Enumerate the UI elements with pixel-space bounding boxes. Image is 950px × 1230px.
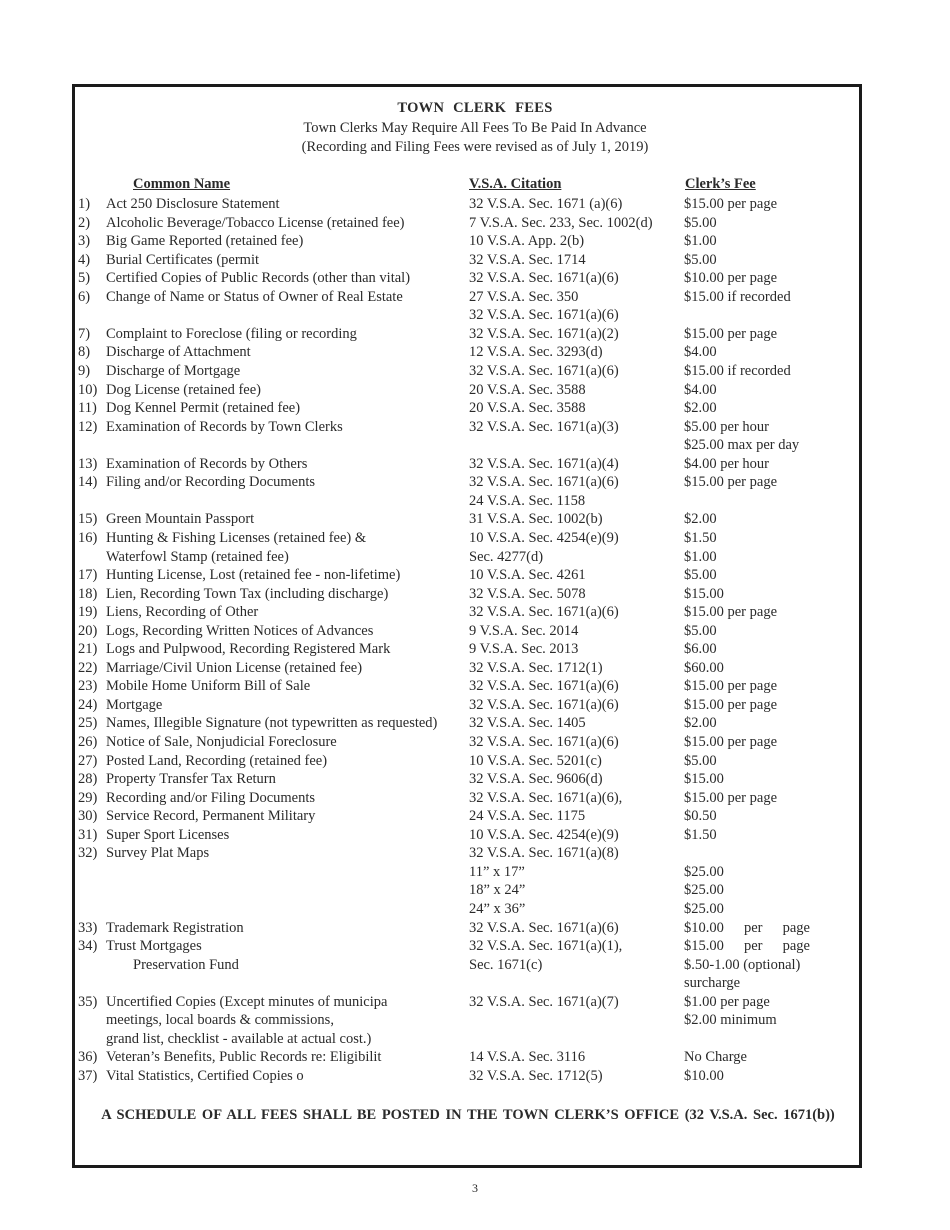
fee-citation: 12 V.S.A. Sec. 3293(d) — [469, 344, 603, 361]
fee-citation: 20 V.S.A. Sec. 3588 — [469, 381, 586, 398]
fee-citation: 32 V.S.A. Sec. 1671(a)(1), — [469, 938, 623, 954]
fee-citation: 10 V.S.A. App. 2(b) — [469, 233, 585, 250]
fee-amount: $5.00 per hour — [684, 418, 769, 435]
fee-amount: $15.00 — [684, 771, 724, 788]
fee-citation: 32 V.S.A. Sec. 1405 — [469, 715, 586, 732]
row-number: 12) — [78, 418, 98, 435]
fee-name: Vital Statistics, Certified Copies o — [106, 1067, 304, 1084]
fee-amount: $2.00 — [684, 715, 717, 732]
fee-amount: $15.00 per page — [684, 938, 810, 954]
fee-name: Waterfowl Stamp (retained fee) — [106, 548, 289, 565]
fee-name: Hunting License, Lost (retained fee - non-lifetime) — [106, 567, 401, 583]
fee-amount: $5.00 — [684, 622, 717, 639]
row-number: 29) — [78, 789, 98, 806]
fee-name: Dog Kennel Permit (retained fee) — [106, 400, 301, 417]
fee-name: Mobile Home Uniform Bill of Sale — [106, 678, 311, 695]
fee-citation: 32 V.S.A. Sec. 1671(a)(2) — [469, 325, 619, 342]
fee-amount: $5.00 — [684, 251, 717, 268]
fee-name: Examination of Records by Town Clerks — [106, 418, 343, 435]
fee-citation: 32 V.S.A. Sec. 1712(1) — [469, 659, 603, 676]
fee-amount: $15.00 per page — [684, 789, 778, 806]
fee-name: Trademark Registration — [106, 919, 244, 936]
row-number: 27) — [78, 752, 98, 769]
fee-name: Posted Land, Recording (retained fee) — [106, 752, 328, 769]
fee-name: Hunting & Fishing Licenses (retained fee) & — [106, 529, 367, 546]
row-number: 11) — [78, 400, 97, 417]
fee-amount: $15.00 per page — [684, 734, 778, 750]
fee-amount: $2.00 — [684, 511, 717, 528]
fee-citation: 32 V.S.A. Sec. 1671(a)(4) — [469, 455, 619, 472]
row-number: 2) — [78, 214, 91, 231]
fee-citation: 18” x 24” — [469, 882, 526, 899]
fee-citation: 31 V.S.A. Sec. 1002(b) — [469, 511, 603, 528]
fee-citation: 9 V.S.A. Sec. 2014 — [469, 622, 579, 639]
fee-citation: 24” x 36” — [469, 900, 526, 917]
row-number: 15) — [78, 511, 98, 528]
fee-amount: $10.00 per page — [684, 919, 810, 936]
fee-amount: $15.00 per page — [684, 474, 778, 491]
row-number: 10) — [78, 381, 98, 398]
fee-name: Uncertified Copies (Except minutes of municipa — [106, 993, 388, 1010]
row-number: 24) — [78, 696, 98, 713]
fee-name: Logs, Recording Written Notices of Advances — [106, 622, 374, 639]
row-number: 19) — [78, 604, 98, 621]
fee-amount: $6.00 — [684, 641, 717, 658]
fee-name: Certified Copies of Public Records (other than vital) — [106, 270, 411, 287]
fee-amount: $5.00 — [684, 752, 717, 769]
fee-citation: 32 V.S.A. Sec. 5078 — [469, 585, 586, 602]
fee-citation: 7 V.S.A. Sec. 233, Sec. 1002(d) — [469, 214, 653, 231]
fee-amount: $25.00 — [684, 882, 724, 899]
fee-citation: 32 V.S.A. Sec. 1671(a)(3) — [469, 418, 619, 435]
fee-citation: 9 V.S.A. Sec. 2013 — [469, 641, 579, 658]
fee-name: Marriage/Civil Union License (retained fee) — [106, 659, 363, 676]
fee-amount: $4.00 — [684, 381, 717, 398]
fee-amount: $10.00 per page — [684, 270, 778, 287]
fee-name: Filing and/or Recording Documents — [106, 474, 316, 491]
fee-amount: $60.00 — [684, 659, 724, 676]
row-number: 13) — [78, 455, 98, 472]
fee-citation: Sec. 1671(c) — [469, 956, 543, 973]
fee-amount: $1.00 — [684, 233, 717, 250]
fee-citation: 32 V.S.A. Sec. 1712(5) — [469, 1067, 603, 1084]
row-number: 25) — [78, 715, 98, 732]
row-number: 36) — [78, 1049, 98, 1066]
row-number: 35) — [78, 993, 98, 1010]
fee-name: Complaint to Foreclose (filing or recording — [106, 325, 357, 342]
fee-citation: 20 V.S.A. Sec. 3588 — [469, 400, 586, 417]
fee-citation: 11” x 17” — [469, 863, 525, 880]
column-header-name: Common Name — [133, 176, 231, 192]
fee-name: Names, Illegible Signature (not typewritten as requested) — [106, 715, 438, 732]
row-number: 26) — [78, 734, 98, 750]
fee-amount: $25.00 max per day — [684, 437, 800, 454]
fee-amount: $15.00 per page — [684, 604, 778, 621]
fee-amount: $1.50 — [684, 529, 717, 546]
fee-name: Survey Plat Maps — [106, 845, 210, 862]
row-number: 23) — [78, 678, 98, 695]
fee-name: Preservation Fund — [133, 956, 239, 973]
posting-notice: A SCHEDULE OF ALL FEES SHALL BE POSTED IN THE TOWN CLERK’S OFFICE (32 V.S.A. Sec. 1671(b)) — [101, 1107, 835, 1123]
row-number: 9) — [78, 363, 91, 379]
fee-name: Burial Certificates (permit — [106, 251, 260, 268]
fee-citation: 32 V.S.A. Sec. 1671(a)(6) — [469, 734, 619, 750]
column-header-fee: Clerk’s Fee — [685, 176, 756, 192]
fee-amount: $1.00 per page — [684, 993, 770, 1010]
row-number: 17) — [78, 567, 98, 583]
fee-name: Liens, Recording of Other — [106, 604, 259, 621]
fee-citation: 10 V.S.A. Sec. 4254(e)(9) — [469, 529, 619, 546]
fee-amount: $1.00 — [684, 548, 717, 565]
fee-citation: 32 V.S.A. Sec. 1671(a)(6) — [469, 678, 619, 695]
row-number: 4) — [78, 251, 91, 268]
fee-citation: 32 V.S.A. Sec. 9606(d) — [469, 771, 603, 788]
fee-name: Super Sport Licenses — [106, 826, 230, 843]
row-number: 34) — [78, 938, 98, 954]
page-subtitle: Town Clerks May Require All Fees To Be Paid In Advance — [303, 120, 647, 136]
fee-amount: $15.00 per page — [684, 678, 778, 695]
row-number: 1) — [78, 196, 91, 212]
fee-amount: $1.50 — [684, 826, 717, 843]
fee-amount: $25.00 — [684, 863, 724, 880]
fee-amount: $2.00 — [684, 400, 717, 417]
fee-name: Change of Name or Status of Owner of Real Estate — [106, 288, 403, 305]
row-number: 8) — [78, 344, 91, 361]
fee-name: Mortgage — [106, 696, 163, 713]
row-number: 30) — [78, 808, 98, 825]
fee-citation: 32 V.S.A. Sec. 1671(a)(6) — [469, 363, 619, 379]
fee-amount: $15.00 if recorded — [684, 363, 791, 379]
fee-citation: Sec. 4277(d) — [469, 548, 544, 565]
fee-name: Service Record, Permanent Military — [106, 808, 316, 825]
fee-citation: 32 V.S.A. Sec. 1671(a)(6), — [469, 789, 623, 806]
fee-citation: 24 V.S.A. Sec. 1158 — [469, 492, 586, 509]
fee-citation: 32 V.S.A. Sec. 1671(a)(6) — [469, 307, 619, 324]
fee-amount: $25.00 — [684, 900, 724, 917]
fee-citation: 32 V.S.A. Sec. 1671(a)(7) — [469, 993, 619, 1010]
fee-name: Notice of Sale, Nonjudicial Foreclosure — [106, 734, 337, 750]
fee-citation: 27 V.S.A. Sec. 350 — [469, 288, 579, 305]
row-number: 3) — [78, 233, 91, 250]
fee-amount: $5.00 — [684, 214, 717, 231]
fee-name: Act 250 Disclosure Statement — [106, 196, 280, 212]
row-number: 28) — [78, 771, 98, 788]
row-number: 22) — [78, 659, 98, 676]
fee-name: Recording and/or Filing Documents — [106, 789, 316, 806]
fee-amount: $15.00 per page — [684, 325, 778, 342]
fee-name: meetings, local boards & commissions, — [106, 1012, 334, 1029]
fee-amount: $4.00 — [684, 344, 717, 361]
fee-citation: 14 V.S.A. Sec. 3116 — [469, 1049, 586, 1066]
fee-name: Dog License (retained fee) — [106, 381, 261, 398]
fee-name: grand list, checklist - available at actual cost.) — [106, 1030, 372, 1047]
row-number: 7) — [78, 325, 91, 342]
fee-amount: $2.00 minimum — [684, 1012, 777, 1029]
fee-citation: 32 V.S.A. Sec. 1714 — [469, 251, 586, 268]
fee-name: Property Transfer Tax Return — [106, 771, 276, 788]
fee-citation: 10 V.S.A. Sec. 4254(e)(9) — [469, 826, 619, 843]
fee-amount: $5.00 — [684, 567, 717, 583]
fee-amount: $10.00 — [684, 1067, 724, 1084]
row-number: 37) — [78, 1067, 98, 1084]
fee-name: Logs and Pulpwood, Recording Registered Mark — [106, 641, 391, 658]
fee-amount: $.50-1.00 (optional) — [684, 956, 801, 973]
fee-amount: surcharge — [684, 975, 741, 992]
row-number: 32) — [78, 845, 98, 862]
row-number: 18) — [78, 585, 98, 602]
fee-name: Examination of Records by Others — [106, 455, 308, 472]
fee-name: Green Mountain Passport — [106, 511, 255, 528]
row-number: 5) — [78, 270, 91, 287]
fee-citation: 32 V.S.A. Sec. 1671 (a)(6) — [469, 196, 623, 212]
fee-amount: $15.00 per page — [684, 696, 778, 713]
fee-amount: No Charge — [684, 1049, 747, 1066]
row-number: 31) — [78, 826, 98, 843]
fee-citation: 32 V.S.A. Sec. 1671(a)(6) — [469, 919, 619, 936]
fee-name: Trust Mortgages — [106, 938, 202, 954]
fee-name: Discharge of Attachment — [106, 344, 251, 361]
page-title: TOWN CLERK FEES — [397, 100, 553, 116]
fee-name: Veteran’s Benefits, Public Records re: Eligibilit — [106, 1049, 382, 1066]
fee-amount: $15.00 per page — [684, 196, 778, 212]
row-number: 6) — [78, 288, 91, 305]
fee-citation: 32 V.S.A. Sec. 1671(a)(6) — [469, 696, 619, 713]
fee-citation: 32 V.S.A. Sec. 1671(a)(8) — [469, 845, 619, 862]
fee-name: Alcoholic Beverage/Tobacco License (retained fee) — [106, 214, 405, 231]
fee-amount: $15.00 if recorded — [684, 288, 791, 305]
row-number: 16) — [78, 529, 98, 546]
fee-citation: 24 V.S.A. Sec. 1175 — [469, 808, 586, 825]
row-number: 21) — [78, 641, 98, 658]
row-number: 33) — [78, 919, 98, 936]
fee-citation: 32 V.S.A. Sec. 1671(a)(6) — [469, 604, 619, 621]
revision-note: (Recording and Filing Fees were revised as of July 1, 2019) — [301, 139, 649, 155]
fee-name: Discharge of Mortgage — [106, 363, 241, 379]
fee-amount: $15.00 — [684, 585, 724, 602]
fee-citation: 32 V.S.A. Sec. 1671(a)(6) — [469, 270, 619, 287]
fee-name: Big Game Reported (retained fee) — [106, 233, 304, 250]
row-number: 20) — [78, 622, 98, 639]
row-number: 14) — [78, 474, 98, 491]
fee-citation: 10 V.S.A. Sec. 5201(c) — [469, 752, 602, 769]
column-header-citation: V.S.A. Citation — [469, 176, 562, 192]
fee-amount: $0.50 — [684, 808, 717, 825]
fee-name: Lien, Recording Town Tax (including discharge) — [106, 585, 389, 602]
page-number: 3 — [472, 1181, 478, 1195]
fee-citation: 32 V.S.A. Sec. 1671(a)(6) — [469, 474, 619, 491]
fee-amount: $4.00 per hour — [684, 455, 769, 472]
fee-citation: 10 V.S.A. Sec. 4261 — [469, 567, 586, 583]
